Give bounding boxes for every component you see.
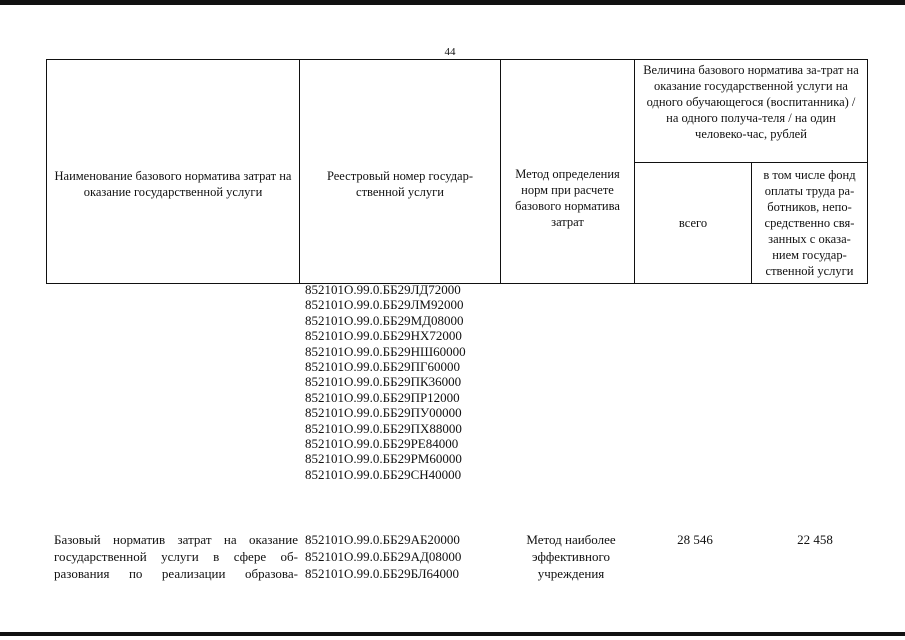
header-cell-name: Наименование базового норматива затрат на оказание государственной услуги: [47, 60, 300, 284]
row2-fund-value: 22 458: [797, 532, 833, 547]
row2-method: Метод наиболее эффективного учреждения: [526, 532, 616, 581]
registry-code: 852101О.99.0.ББ29НХ72000: [305, 328, 462, 344]
registry-code: 852101О.99.0.ББ29ЛМ92000: [305, 297, 464, 313]
registry-code: 852101О.99.0.ББ29ПГ60000: [305, 359, 460, 375]
registry-codes-list: [305, 282, 466, 482]
header-cell-registry: Реестровый номер государ-ственной услуги: [300, 60, 501, 284]
registry-code: 852101О.99.0.ББ29АД08000: [305, 549, 462, 564]
row2-name-line: государственной услуги в сфере об-: [54, 549, 298, 564]
row2-total-value: 28 546: [677, 532, 713, 547]
registry-code: 852101О.99.0.ББ29РМ60000: [305, 451, 462, 467]
row2-registry-codes: [305, 531, 461, 582]
header-cell-method: Метод определения норм при расчете базового норматива затрат: [501, 60, 635, 284]
row2-name-line: Базовый норматив затрат на оказание: [54, 532, 298, 547]
page-number: 44: [444, 46, 456, 58]
header-table: [46, 59, 868, 284]
row2-name-line: разования по реализации образова-: [54, 566, 298, 581]
registry-code: 852101О.99.0.ББ29НШ60000: [305, 343, 466, 359]
registry-code: 852101О.99.0.ББ29ПР12000: [305, 389, 460, 405]
row2-service-name: [54, 531, 298, 582]
registry-code: 852101О.99.0.ББ29СН40000: [305, 466, 462, 482]
registry-code: 852101О.99.0.ББ29МД08000: [305, 312, 464, 328]
registry-code: 852101О.99.0.ББ29РЕ84000: [305, 436, 459, 452]
registry-code: 852101О.99.0.ББ29ПХ88000: [305, 420, 462, 436]
top-rule: [0, 0, 905, 5]
registry-code: 852101О.99.0.ББ29АБ20000: [305, 532, 460, 547]
registry-code: 852101О.99.0.ББ29ПУ00000: [305, 405, 462, 421]
registry-code: 852101О.99.0.ББ29ПК36000: [305, 374, 462, 390]
registry-code: 852101О.99.0.ББ29БЛ64000: [305, 566, 460, 581]
header-cell-total: всего: [635, 163, 752, 284]
bottom-rule: [0, 632, 905, 636]
header-cell-fund: в том числе фонд оплаты труда ра-ботников, непо-средственно свя-занных с оказа-нием государ-ственной услуги: [752, 163, 868, 284]
header-cell-value: Величина базового норматива за-трат на оказание государственной услуги на одного обучающегося (воспитанника) / на одного получа-теля / на один человеко-час, рублей: [635, 60, 868, 163]
registry-code: 852101О.99.0.ББ29ЛД72000: [305, 282, 461, 297]
